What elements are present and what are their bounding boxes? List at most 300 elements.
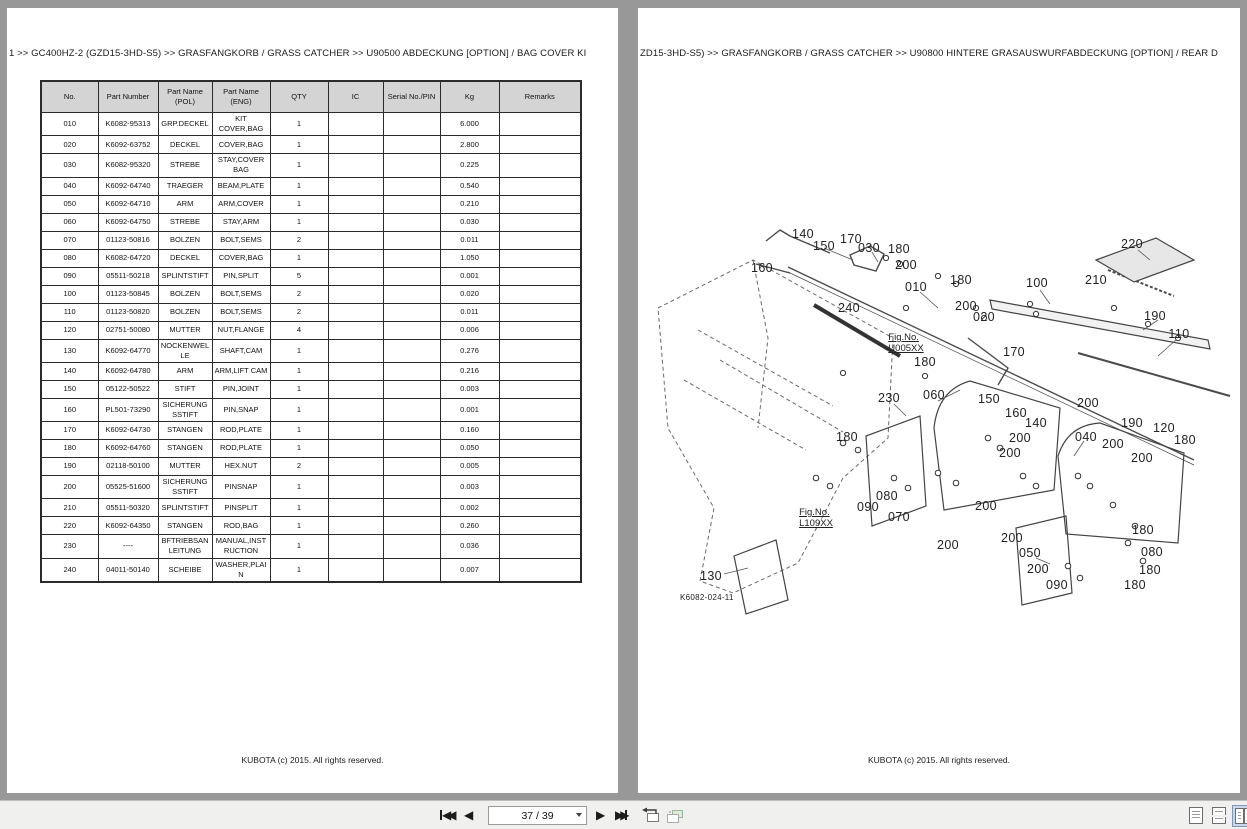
table-cell <box>328 136 383 154</box>
table-cell: 180 <box>41 440 98 458</box>
part-callout: 200 <box>1008 431 1032 445</box>
table-cell: 070 <box>41 231 98 249</box>
table-cell: 2 <box>270 303 328 321</box>
table-cell: STANGEN <box>158 440 212 458</box>
table-cell: BEAM,PLATE <box>212 177 270 195</box>
right-page-breadcrumb: ZD15-3HD-S5) >> GRASFANGKORB / GRASS CATCHER >> U90800 HINTERE GRASAUSWURFABDECKUNG [OPTION] / REAR D <box>640 48 1218 59</box>
table-cell <box>383 113 440 136</box>
table-cell: 6.000 <box>440 113 499 136</box>
previous-page-button[interactable] <box>464 801 469 829</box>
table-cell <box>328 285 383 303</box>
part-callout: 080 <box>875 489 899 503</box>
table-cell: 130 <box>41 339 98 362</box>
table-row <box>41 177 581 195</box>
table-cell <box>383 285 440 303</box>
table-row <box>41 362 581 380</box>
table-cell <box>499 177 581 195</box>
table-cell: 1 <box>270 380 328 398</box>
table-cell: ROD,PLATE <box>212 440 270 458</box>
part-callout: 180 <box>1173 433 1197 447</box>
table-cell: 0.050 <box>440 440 499 458</box>
table-cell <box>499 517 581 535</box>
table-cell <box>328 177 383 195</box>
part-callout: 200 <box>954 299 978 313</box>
table-cell: 0.030 <box>440 213 499 231</box>
left-page-breadcrumb: 1 >> GC400HZ-2 (GZD15-3HD-S5) >> GRASFANGKORB / GRASS CATCHER >> U90500 ABDECKUNG [OPTION] / BAG COVER KI <box>9 48 587 59</box>
table-cell: 01123-50816 <box>98 231 158 249</box>
parts-table <box>40 80 582 583</box>
part-callout: 180 <box>1131 523 1155 537</box>
table-cell: 2 <box>270 285 328 303</box>
table-cell <box>383 458 440 476</box>
first-page-button[interactable] <box>440 801 452 829</box>
table-cell: WASHER,PLAIN <box>212 558 270 582</box>
table-cell <box>328 339 383 362</box>
table-cell: 0.007 <box>440 558 499 582</box>
table-cell <box>383 154 440 177</box>
table-cell: PIN,SNAP <box>212 398 270 421</box>
table-cell: SICHERUNGSSTIFT <box>158 398 212 421</box>
table-cell: 1 <box>270 195 328 213</box>
facing-pages-view-icon <box>1235 808 1244 824</box>
table-cell: SCHEIBE <box>158 558 212 582</box>
table-cell: PIN,SPLIT <box>212 267 270 285</box>
table-cell: BOLZEN <box>158 285 212 303</box>
right-page-footer: KUBOTA (c) 2015. All rights reserved. <box>867 755 1011 765</box>
part-callout: 200 <box>1130 451 1154 465</box>
table-cell <box>328 422 383 440</box>
table-cell: 220 <box>41 517 98 535</box>
part-callout: 060 <box>922 388 946 402</box>
previous-page-icon: ◀ <box>464 808 469 822</box>
table-cell: STREBE <box>158 154 212 177</box>
table-cell <box>499 499 581 517</box>
part-callout: 140 <box>791 227 815 241</box>
table-cell <box>383 267 440 285</box>
table-cell <box>328 362 383 380</box>
table-cell <box>383 231 440 249</box>
table-cell: BOLZEN <box>158 231 212 249</box>
last-page-button[interactable] <box>615 801 627 829</box>
parts-table-header-row <box>41 81 581 113</box>
table-row <box>41 231 581 249</box>
continuous-view-button[interactable] <box>1212 807 1226 824</box>
table-row <box>41 321 581 339</box>
table-row <box>41 398 581 421</box>
table-row <box>41 422 581 440</box>
table-cell <box>383 213 440 231</box>
table-cell: K6092-64780 <box>98 362 158 380</box>
table-cell: MUTTER <box>158 321 212 339</box>
table-cell <box>499 422 581 440</box>
table-cell: COVER,BAG <box>212 136 270 154</box>
table-cell: K6082-64720 <box>98 249 158 267</box>
table-row <box>41 249 581 267</box>
table-cell: 1 <box>270 422 328 440</box>
table-cell <box>328 213 383 231</box>
previous-view-icon <box>641 807 660 823</box>
next-view-icon <box>665 807 684 823</box>
part-callout: 180 <box>887 242 911 256</box>
part-callout: 070 <box>887 510 911 524</box>
table-cell: ARM,LIFT CAM <box>212 362 270 380</box>
table-cell: STAY,ARM <box>212 213 270 231</box>
table-cell <box>499 339 581 362</box>
part-callout: 230 <box>877 391 901 405</box>
part-callout: 010 <box>904 280 928 294</box>
part-callout: 150 <box>977 392 1001 406</box>
part-callout: 040 <box>1074 430 1098 444</box>
table-cell <box>328 476 383 499</box>
table-cell: 020 <box>41 136 98 154</box>
table-cell: 05122-50522 <box>98 380 158 398</box>
table-cell: BOLT,SEMS <box>212 231 270 249</box>
table-cell: 1 <box>270 177 328 195</box>
table-cell: DECKEL <box>158 136 212 154</box>
table-cell: 230 <box>41 535 98 558</box>
part-callout: 100 <box>1025 276 1049 290</box>
table-cell <box>328 249 383 267</box>
table-cell: 030 <box>41 154 98 177</box>
table-cell: COVER,BAG <box>212 249 270 267</box>
table-cell: ---- <box>98 535 158 558</box>
table-cell <box>499 458 581 476</box>
table-cell <box>383 339 440 362</box>
table-cell <box>383 422 440 440</box>
table-row <box>41 303 581 321</box>
table-cell <box>328 535 383 558</box>
table-cell <box>499 231 581 249</box>
part-callout: 020 <box>972 310 996 324</box>
table-cell: K6092-63752 <box>98 136 158 154</box>
table-cell: ARM <box>158 195 212 213</box>
table-cell: 0.225 <box>440 154 499 177</box>
last-page-icon: ▶▶ <box>615 808 625 822</box>
table-cell: STANGEN <box>158 517 212 535</box>
table-cell: 0.160 <box>440 422 499 440</box>
table-cell: 2.800 <box>440 136 499 154</box>
part-callout: 090 <box>1045 578 1069 592</box>
table-cell: ARM <box>158 362 212 380</box>
table-row <box>41 558 581 582</box>
part-callout: 190 <box>1143 309 1167 323</box>
table-cell <box>499 321 581 339</box>
table-cell <box>383 440 440 458</box>
table-row <box>41 285 581 303</box>
table-cell <box>328 440 383 458</box>
table-cell: 0.001 <box>440 267 499 285</box>
table-cell <box>499 213 581 231</box>
table-cell: 1 <box>270 113 328 136</box>
exploded-parts-diagram <box>638 8 1240 793</box>
table-cell <box>499 154 581 177</box>
part-callout: 210 <box>1084 273 1108 287</box>
table-cell: K6092-64740 <box>98 177 158 195</box>
table-cell: PINSNAP <box>212 476 270 499</box>
table-cell: 1 <box>270 398 328 421</box>
part-callout: 180 <box>949 273 973 287</box>
table-row <box>41 499 581 517</box>
table-cell: 200 <box>41 476 98 499</box>
table-cell: 1 <box>270 535 328 558</box>
part-callout: 200 <box>1026 562 1050 576</box>
table-cell: STAY,COVER BAG <box>212 154 270 177</box>
table-cell: 240 <box>41 558 98 582</box>
part-callout: 200 <box>1076 396 1100 410</box>
part-callout: 140 <box>1024 416 1048 430</box>
table-cell: 0.540 <box>440 177 499 195</box>
table-cell: SPLINTSTIFT <box>158 267 212 285</box>
table-cell: K6092-64770 <box>98 339 158 362</box>
part-callout: 150 <box>812 239 836 253</box>
table-cell: 02118-50100 <box>98 458 158 476</box>
table-cell: ARM,COVER <box>212 195 270 213</box>
table-cell: 090 <box>41 267 98 285</box>
table-cell <box>383 303 440 321</box>
viewer-toolbar <box>0 800 1247 829</box>
table-cell: 04011-50140 <box>98 558 158 582</box>
single-page-view-button[interactable] <box>1189 807 1203 824</box>
table-cell <box>499 113 581 136</box>
table-cell: 05525-51600 <box>98 476 158 499</box>
table-cell: 1 <box>270 339 328 362</box>
table-cell: K6092-64350 <box>98 517 158 535</box>
single-page-view-icon <box>1192 811 1200 820</box>
table-row <box>41 195 581 213</box>
table-cell <box>499 362 581 380</box>
table-cell: 01123-50845 <box>98 285 158 303</box>
table-cell: 0.003 <box>440 380 499 398</box>
table-cell <box>328 195 383 213</box>
table-cell <box>383 476 440 499</box>
left-page-footer: KUBOTA (c) 2015. All rights reserved. <box>241 755 384 765</box>
table-cell: 0.011 <box>440 303 499 321</box>
table-cell: K6082-95320 <box>98 154 158 177</box>
part-callout: 180 <box>835 430 859 444</box>
table-cell: ROD,PLATE <box>212 422 270 440</box>
next-page-button[interactable] <box>596 801 601 829</box>
table-cell <box>328 154 383 177</box>
next-view-button[interactable] <box>665 807 684 823</box>
table-row <box>41 535 581 558</box>
part-callout: 170 <box>839 232 863 246</box>
table-row <box>41 136 581 154</box>
table-cell: 010 <box>41 113 98 136</box>
table-cell: 0.036 <box>440 535 499 558</box>
table-cell: 0.216 <box>440 362 499 380</box>
table-cell: 5 <box>270 267 328 285</box>
table-cell: K6092-64710 <box>98 195 158 213</box>
table-cell <box>383 558 440 582</box>
table-cell: BOLZEN <box>158 303 212 321</box>
table-cell: 4 <box>270 321 328 339</box>
table-cell: DECKEL <box>158 249 212 267</box>
part-callout: 200 <box>894 258 918 272</box>
table-cell: NOCKENWELLE <box>158 339 212 362</box>
table-cell <box>328 558 383 582</box>
table-cell: K6092-64750 <box>98 213 158 231</box>
table-cell <box>328 267 383 285</box>
continuous-view-icon <box>1215 811 1223 814</box>
table-cell <box>383 136 440 154</box>
table-cell: SHAFT,CAM <box>212 339 270 362</box>
part-callout: 220 <box>1120 237 1144 251</box>
table-cell: 1 <box>270 440 328 458</box>
table-cell <box>499 267 581 285</box>
part-callout: 030 <box>857 241 881 255</box>
table-cell: BOLT,SEMS <box>212 303 270 321</box>
view-mode-group <box>1186 805 1247 825</box>
table-cell <box>328 458 383 476</box>
figure-reference: Fig.No. L109XX <box>799 507 833 529</box>
table-cell: 100 <box>41 285 98 303</box>
part-callout: 200 <box>936 538 960 552</box>
table-row <box>41 154 581 177</box>
table-cell: 160 <box>41 398 98 421</box>
table-cell <box>383 249 440 267</box>
table-cell: BFTRIEBSANLEITUNG <box>158 535 212 558</box>
table-cell: 1 <box>270 154 328 177</box>
table-cell: STIFT <box>158 380 212 398</box>
table-cell: BOLT,SEMS <box>212 285 270 303</box>
table-cell <box>328 321 383 339</box>
table-cell <box>328 517 383 535</box>
table-cell <box>499 476 581 499</box>
table-cell: KIT COVER,BAG <box>212 113 270 136</box>
table-cell: K6092-64760 <box>98 440 158 458</box>
table-cell: 1 <box>270 476 328 499</box>
part-callout: 200 <box>1101 437 1125 451</box>
table-cell: 1 <box>270 213 328 231</box>
table-cell: 0.003 <box>440 476 499 499</box>
part-callout: 110 <box>1168 327 1190 341</box>
table-row <box>41 267 581 285</box>
table-row <box>41 380 581 398</box>
part-callout: 200 <box>1000 531 1024 545</box>
table-cell: 040 <box>41 177 98 195</box>
table-cell <box>328 113 383 136</box>
table-cell: MUTTER <box>158 458 212 476</box>
column-header: Serial No./PIN <box>383 81 440 113</box>
table-row <box>41 517 581 535</box>
table-cell: 0.210 <box>440 195 499 213</box>
table-cell: 0.011 <box>440 231 499 249</box>
table-cell: 1 <box>270 249 328 267</box>
column-header: Part Name (ENG) <box>212 81 270 113</box>
drawing-number: K6082-024-11 <box>680 593 734 602</box>
table-cell <box>499 398 581 421</box>
part-callout: 130 <box>699 569 723 583</box>
table-cell: 2 <box>270 231 328 249</box>
table-cell <box>328 303 383 321</box>
table-cell: 1 <box>270 362 328 380</box>
table-cell: SPLINTSTIFT <box>158 499 212 517</box>
table-cell: STANGEN <box>158 422 212 440</box>
page-number-combobox[interactable] <box>488 806 587 825</box>
facing-pages-view-button[interactable] <box>1232 805 1247 827</box>
table-cell: NUT,FLANGE <box>212 321 270 339</box>
table-cell: 02751-50080 <box>98 321 158 339</box>
part-callout: 200 <box>974 499 998 513</box>
table-cell: 210 <box>41 499 98 517</box>
part-callout: 080 <box>1140 545 1164 559</box>
part-callout: 120 <box>1152 421 1176 435</box>
figure-reference: Fig.No. U005XX <box>888 332 924 354</box>
column-header: Part Name (POL) <box>158 81 212 113</box>
column-header: Kg <box>440 81 499 113</box>
table-cell: 0.001 <box>440 398 499 421</box>
table-cell <box>328 231 383 249</box>
table-cell <box>383 380 440 398</box>
part-callout: 160 <box>750 261 774 275</box>
table-cell <box>383 362 440 380</box>
table-cell: 2 <box>270 458 328 476</box>
table-cell <box>499 535 581 558</box>
part-callout: 170 <box>1002 345 1026 359</box>
combobox-caret-icon <box>576 813 582 817</box>
table-cell: 110 <box>41 303 98 321</box>
table-cell: 01123-50820 <box>98 303 158 321</box>
part-callout: 160 <box>1004 406 1028 420</box>
table-cell: 1 <box>270 499 328 517</box>
table-cell: 0.260 <box>440 517 499 535</box>
table-cell: 1 <box>270 558 328 582</box>
part-callout: 190 <box>1120 416 1144 430</box>
table-cell: 1 <box>270 136 328 154</box>
table-cell: K6092-64730 <box>98 422 158 440</box>
left-page <box>7 8 618 793</box>
column-header: Part Number <box>98 81 158 113</box>
table-row <box>41 213 581 231</box>
page-indicator: 37 / 39 <box>521 809 554 822</box>
previous-view-button[interactable] <box>641 807 660 823</box>
table-cell: HEX.NUT <box>212 458 270 476</box>
table-row <box>41 339 581 362</box>
table-cell: 1.050 <box>440 249 499 267</box>
first-page-icon: ◀◀ <box>442 808 452 822</box>
table-cell: 170 <box>41 422 98 440</box>
table-cell: K6082-95313 <box>98 113 158 136</box>
table-cell <box>499 380 581 398</box>
next-page-icon: ▶ <box>596 808 601 822</box>
column-header: No. <box>41 81 98 113</box>
table-cell <box>383 398 440 421</box>
table-cell <box>499 303 581 321</box>
part-callout: 090 <box>856 500 880 514</box>
table-cell <box>383 321 440 339</box>
column-header: IC <box>328 81 383 113</box>
table-cell: PL501-73290 <box>98 398 158 421</box>
table-cell: 1 <box>270 517 328 535</box>
column-header: QTY <box>270 81 328 113</box>
table-cell <box>499 440 581 458</box>
table-cell: 0.020 <box>440 285 499 303</box>
table-cell <box>328 499 383 517</box>
table-cell: 0.006 <box>440 321 499 339</box>
table-cell: 150 <box>41 380 98 398</box>
table-cell <box>499 285 581 303</box>
column-header: Remarks <box>499 81 581 113</box>
table-cell: TRAEGER <box>158 177 212 195</box>
table-cell <box>383 535 440 558</box>
table-cell: 080 <box>41 249 98 267</box>
table-cell: 140 <box>41 362 98 380</box>
table-cell: 120 <box>41 321 98 339</box>
table-cell: PIN,JOINT <box>212 380 270 398</box>
table-cell <box>499 558 581 582</box>
table-cell <box>499 195 581 213</box>
table-cell <box>499 249 581 267</box>
